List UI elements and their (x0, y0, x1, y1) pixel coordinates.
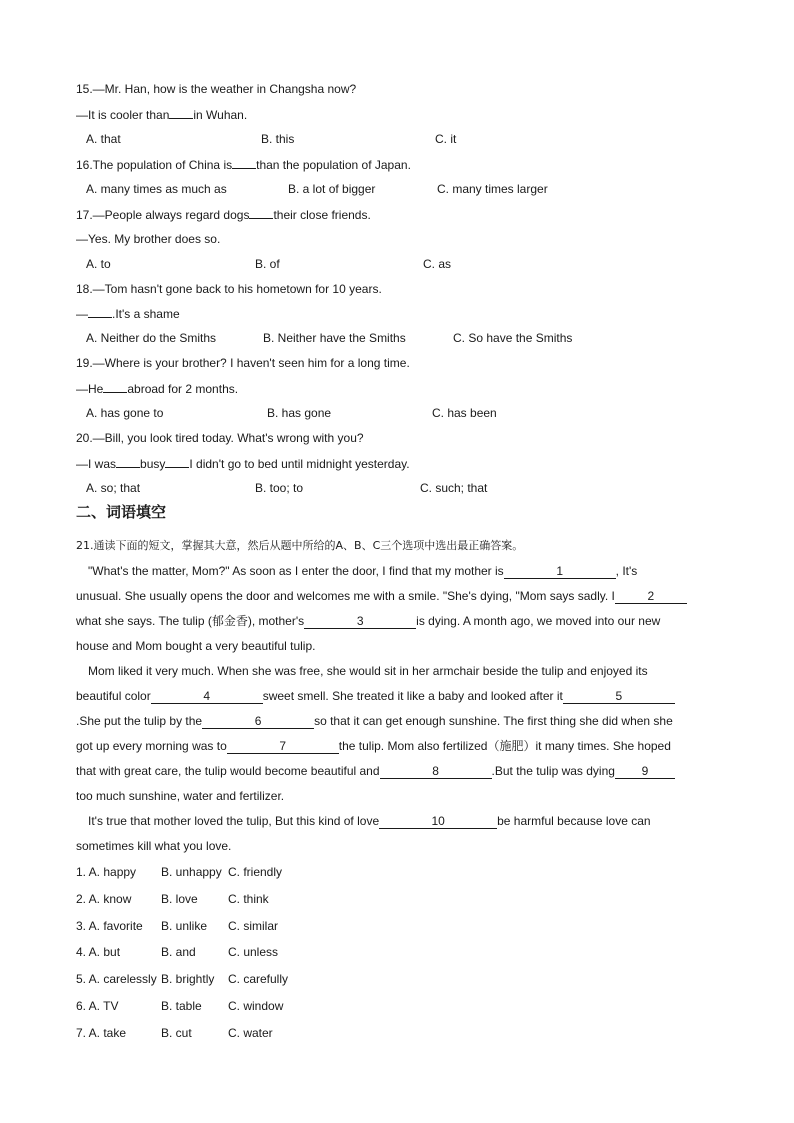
question-19-stem: 19.—Where is your brother? I haven't seen him for a long time. (76, 356, 410, 370)
option-c: C. as (423, 257, 452, 271)
cloze-blank-4[interactable]: 4 (151, 689, 263, 704)
option-c: C. So have the Smiths (453, 331, 573, 345)
cloze-blank-5[interactable]: 5 (563, 689, 675, 704)
word-bank-option: C. unless (228, 945, 279, 959)
question-18-stem: 18.—Tom hasn't gone back to his hometown for 10 years. (76, 282, 382, 296)
passage-line: house and Mom bought a very beautiful tulip. (76, 639, 316, 653)
word-bank-option: B. table (161, 999, 202, 1013)
word-bank-option: 6. A. TV (76, 999, 119, 1013)
passage-line: "What's the matter, Mom?" As soon as I enter the door, I find that my mother is 1 , It's (88, 564, 638, 578)
cloze-blank-6[interactable]: 6 (202, 714, 314, 729)
option-c: C. many times larger (437, 182, 548, 196)
passage-line: Mom liked it very much. When she was free, she would sit in her armchair beside the tulip and enjoyed its (88, 664, 648, 678)
option-c: C. it (435, 132, 457, 146)
option-b: B. Neither have the Smiths (263, 331, 406, 345)
word-bank-option: C. think (228, 892, 269, 906)
cloze-blank-7[interactable]: 7 (227, 739, 339, 754)
passage-line: what she says. The tulip (郁金香), mother's 3 is dying. A month ago, we moved into our new (76, 614, 661, 628)
passage-line: too much sunshine, water and fertilizer. (76, 789, 285, 803)
option-a: A. has gone to (86, 406, 164, 420)
question-20-stem: 20.—Bill, you look tired today. What's wrong with you? (76, 431, 364, 445)
section-title: 二、词语填空 (76, 503, 167, 521)
question-18-reply: — .It's a shame (76, 304, 180, 323)
word-bank-option: 3. A. favorite (76, 919, 143, 933)
answer-blank[interactable] (88, 304, 112, 318)
word-bank-option: C. window (228, 999, 284, 1013)
question-15-dialog: —It is cooler than in Wuhan. (76, 105, 247, 124)
option-b: B. has gone (267, 406, 332, 420)
question-17-reply: —Yes. My brother does so. (76, 232, 221, 246)
word-bank-option: B. unhappy (161, 865, 222, 879)
word-bank-option: C. similar (228, 919, 278, 933)
option-a: A. that (86, 132, 121, 146)
option-c: C. has been (432, 406, 497, 420)
question-20-reply: —I was busy I didn't go to bed until midnight yesterday. (76, 454, 410, 473)
option-a: A. so; that (86, 481, 141, 495)
answer-blank[interactable] (103, 379, 127, 393)
cloze-blank-8[interactable]: 8 (380, 764, 492, 779)
word-bank-option: C. carefully (228, 972, 289, 986)
word-bank-option: 5. A. carelessly (76, 972, 157, 986)
word-bank-option: B. brightly (161, 972, 215, 986)
word-bank-option: B. and (161, 945, 196, 959)
cloze-blank-3[interactable]: 3 (304, 614, 416, 629)
passage-line: unusual. She usually opens the door and welcomes me with a smile. "She's dying, "Mom says sadly. I 2 (76, 587, 687, 605)
word-bank-option: C. friendly (228, 865, 283, 879)
cloze-blank-9[interactable]: 9 (615, 764, 675, 779)
option-b: B. too; to (255, 481, 304, 495)
word-bank-option: 2. A. know (76, 892, 132, 906)
question-21-instruction: 21.通读下面的短文，掌握其大意，然后从题中所给的A、B、C三个选项中选出最正确答案。 (76, 539, 524, 552)
option-b: B. this (261, 132, 295, 146)
passage-line: that with great care, the tulip would become beautiful and 8 .But the tulip was dying 9 (76, 762, 675, 780)
option-c: C. such; that (420, 481, 488, 495)
word-bank-option: 7. A. take (76, 1026, 127, 1040)
option-b: B. of (255, 257, 280, 271)
answer-blank[interactable] (232, 155, 256, 169)
passage-line: beautiful color 4 sweet smell. She treated it like a baby and looked after it 5 (76, 687, 675, 705)
answer-blank[interactable] (165, 454, 189, 468)
word-bank-option: B. cut (161, 1026, 192, 1040)
option-a: A. to (86, 257, 111, 271)
option-a: A. many times as much as (86, 182, 227, 196)
cloze-blank-10[interactable]: 10 (379, 814, 497, 829)
option-a: A. Neither do the Smiths (86, 331, 217, 345)
word-bank-option: 1. A. happy (76, 865, 137, 879)
cloze-blank-1[interactable]: 1 (504, 564, 616, 579)
word-bank-option: C. water (228, 1026, 273, 1040)
passage-line: It's true that mother loved the tulip, But this kind of love 10 be harmful because love can (88, 814, 651, 828)
word-bank-option: B. love (161, 892, 198, 906)
word-bank-option: 4. A. but (76, 945, 121, 959)
question-16-stem: 16.The population of China is than the population of Japan. (76, 155, 411, 174)
question-15-stem: 15.—Mr. Han, how is the weather in Changsha now? (76, 82, 357, 96)
answer-blank[interactable] (169, 105, 193, 119)
option-b: B. a lot of bigger (288, 182, 376, 196)
question-17-stem: 17.—People always regard dogs their close friends. (76, 205, 371, 224)
word-bank-option: B. unlike (161, 919, 208, 933)
question-19-reply: —He abroad for 2 months. (76, 379, 238, 398)
answer-blank[interactable] (116, 454, 140, 468)
answer-blank[interactable] (249, 205, 273, 219)
passage-line: sometimes kill what you love. (76, 839, 232, 853)
cloze-blank-2[interactable]: 2 (615, 589, 687, 604)
passage-line: .She put the tulip by the 6 so that it can get enough sunshine. The first thing she did when she (76, 714, 673, 728)
passage-line: got up every morning was to 7 the tulip. Mom also fertilized（施肥）it many times. She hoped (76, 739, 671, 753)
